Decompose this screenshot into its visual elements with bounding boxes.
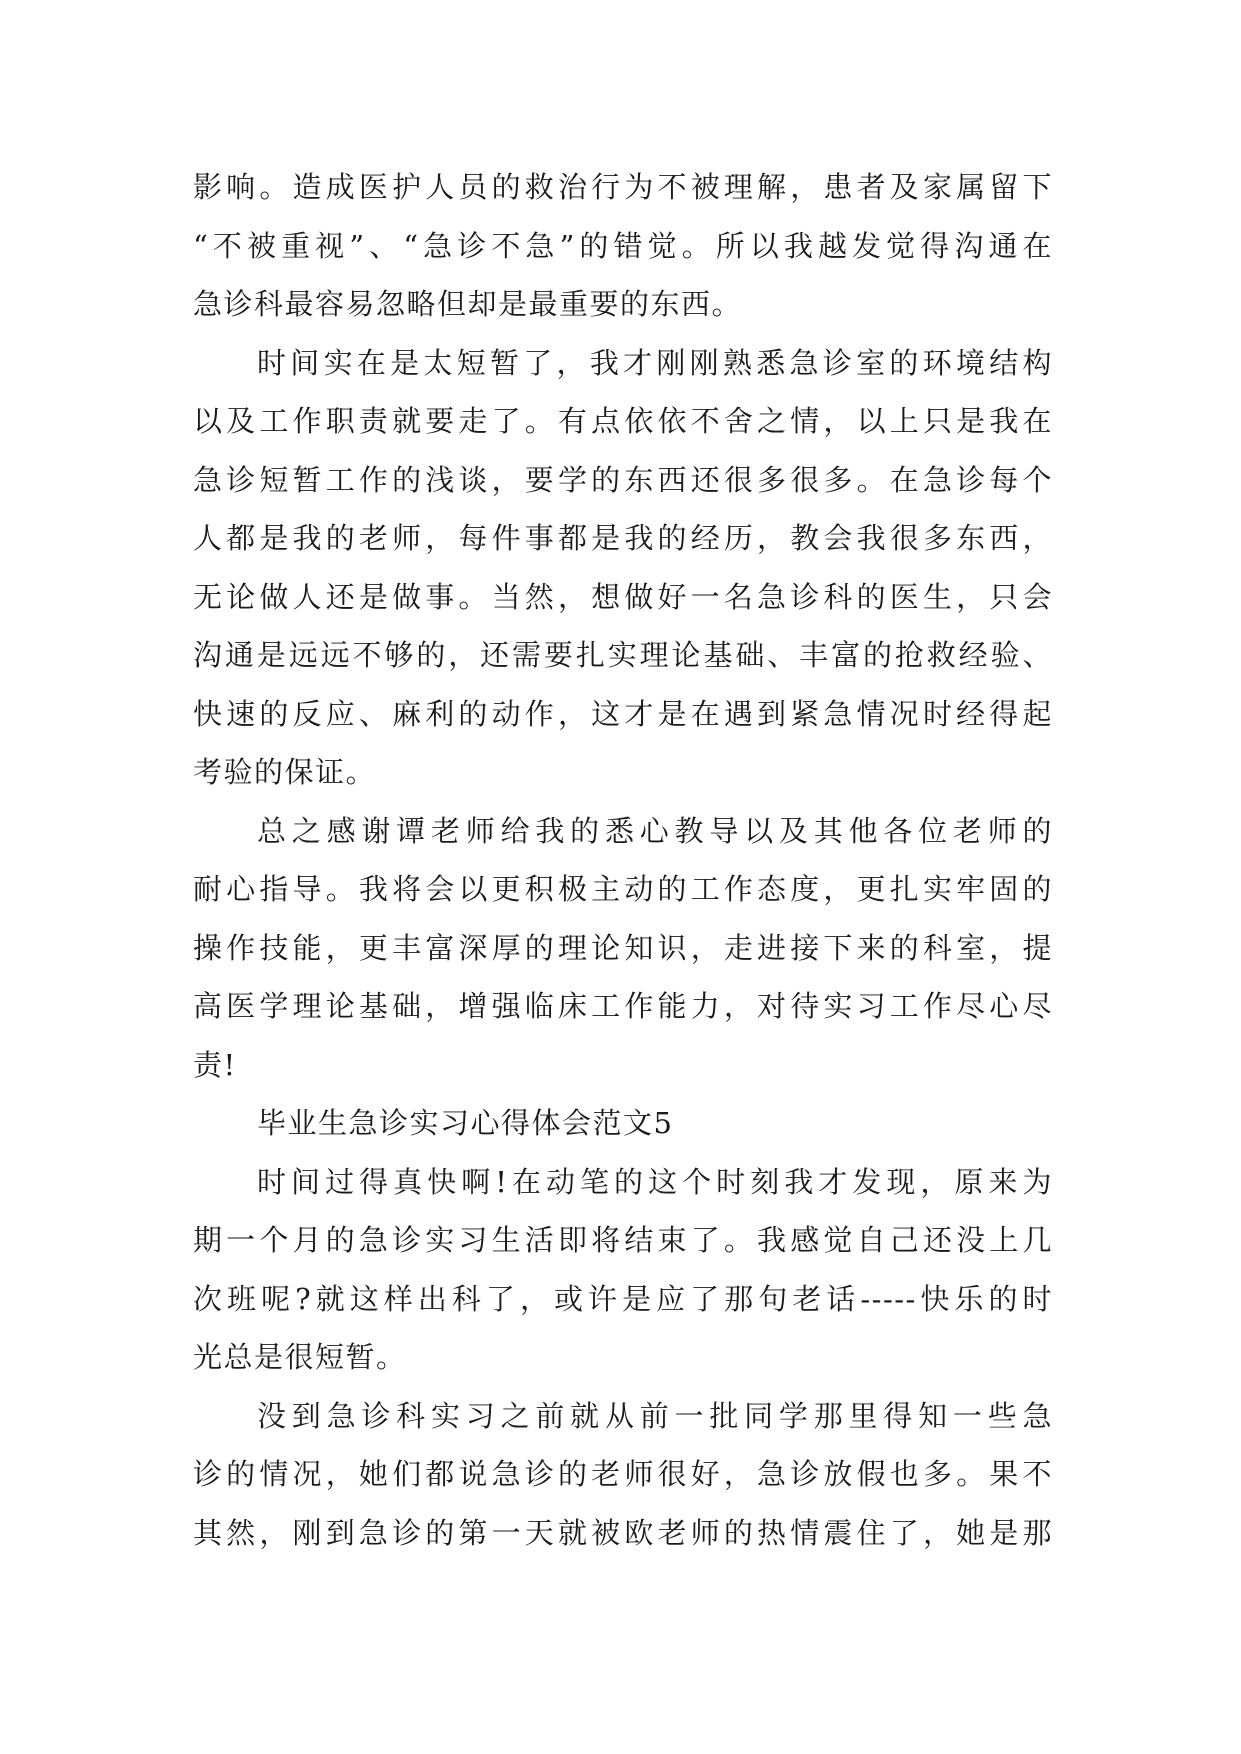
text-line: 责! bbox=[193, 1047, 237, 1082]
text-line: 操作技能，更丰富深厚的理论知识，走进接下来的科室，提 bbox=[193, 930, 1053, 965]
document-body bbox=[193, 158, 1053, 1562]
text-line: 诊的情况，她们都说急诊的老师很好，急诊放假也多。果不 bbox=[193, 1457, 1053, 1491]
paragraph bbox=[193, 1153, 1053, 1387]
text-line: 总之感谢谭老师给我的悉心教导以及其他各位老师的 bbox=[257, 813, 1053, 848]
paragraph bbox=[193, 802, 1053, 1095]
text-line: 次班呢?就这样出科了，或许是应了那句老话-----快乐的时 bbox=[193, 1281, 1053, 1316]
section-heading bbox=[193, 1094, 1053, 1153]
text-line: 沟通是远远不够的，还需要扎实理论基础、丰富的抢救经验、 bbox=[193, 638, 1053, 672]
text-line: 光总是很短暂。 bbox=[193, 1340, 407, 1374]
text-line: 耐心指导。我将会以更积极主动的工作态度，更扎实牢固的 bbox=[193, 872, 1053, 906]
text-line: “不被重视”、“急诊不急”的错觉。所以我越发觉得沟通在 bbox=[193, 228, 1053, 263]
text-line: 无论做人还是做事。当然，想做好一名急诊科的医生，只会 bbox=[193, 579, 1053, 614]
paragraph bbox=[193, 334, 1053, 802]
text-line: 快速的反应、麻利的动作，这才是在遇到紧急情况时经得起 bbox=[193, 696, 1053, 731]
text-line: 时间实在是太短暂了，我才刚刚熟悉急诊室的环境结构 bbox=[257, 345, 1053, 380]
text-line: 期一个月的急诊实习生活即将结束了。我感觉自己还没上几 bbox=[193, 1223, 1053, 1257]
heading-line: 毕业生急诊实习心得体会范文5 bbox=[257, 1106, 674, 1140]
text-line: 影响。造成医护人员的救治行为不被理解，患者及家属留下 bbox=[193, 170, 1053, 204]
text-line: 没到急诊科实习之前就从前一批同学那里得知一些急 bbox=[257, 1398, 1053, 1433]
text-line: 高医学理论基础，增强临床工作能力，对待实习工作尽心尽 bbox=[193, 989, 1053, 1023]
text-line: 时间过得真快啊!在动笔的这个时刻我才发现，原来为 bbox=[257, 1164, 1053, 1199]
paragraph bbox=[193, 1387, 1053, 1563]
paragraph bbox=[193, 158, 1053, 334]
text-line: 考验的保证。 bbox=[193, 755, 377, 789]
text-line: 其然，刚到急诊的第一天就被欧老师的热情震住了，她是那 bbox=[193, 1515, 1053, 1550]
text-line: 人都是我的老师，每件事都是我的经历，教会我很多东西， bbox=[193, 521, 1053, 555]
text-line: 急诊科最容易忽略但却是最重要的东西。 bbox=[193, 287, 743, 321]
text-line: 急诊短暂工作的浅谈，要学的东西还很多很多。在急诊每个 bbox=[193, 462, 1053, 497]
text-line: 以及工作职责就要走了。有点依依不舍之情，以上只是我在 bbox=[193, 404, 1053, 438]
